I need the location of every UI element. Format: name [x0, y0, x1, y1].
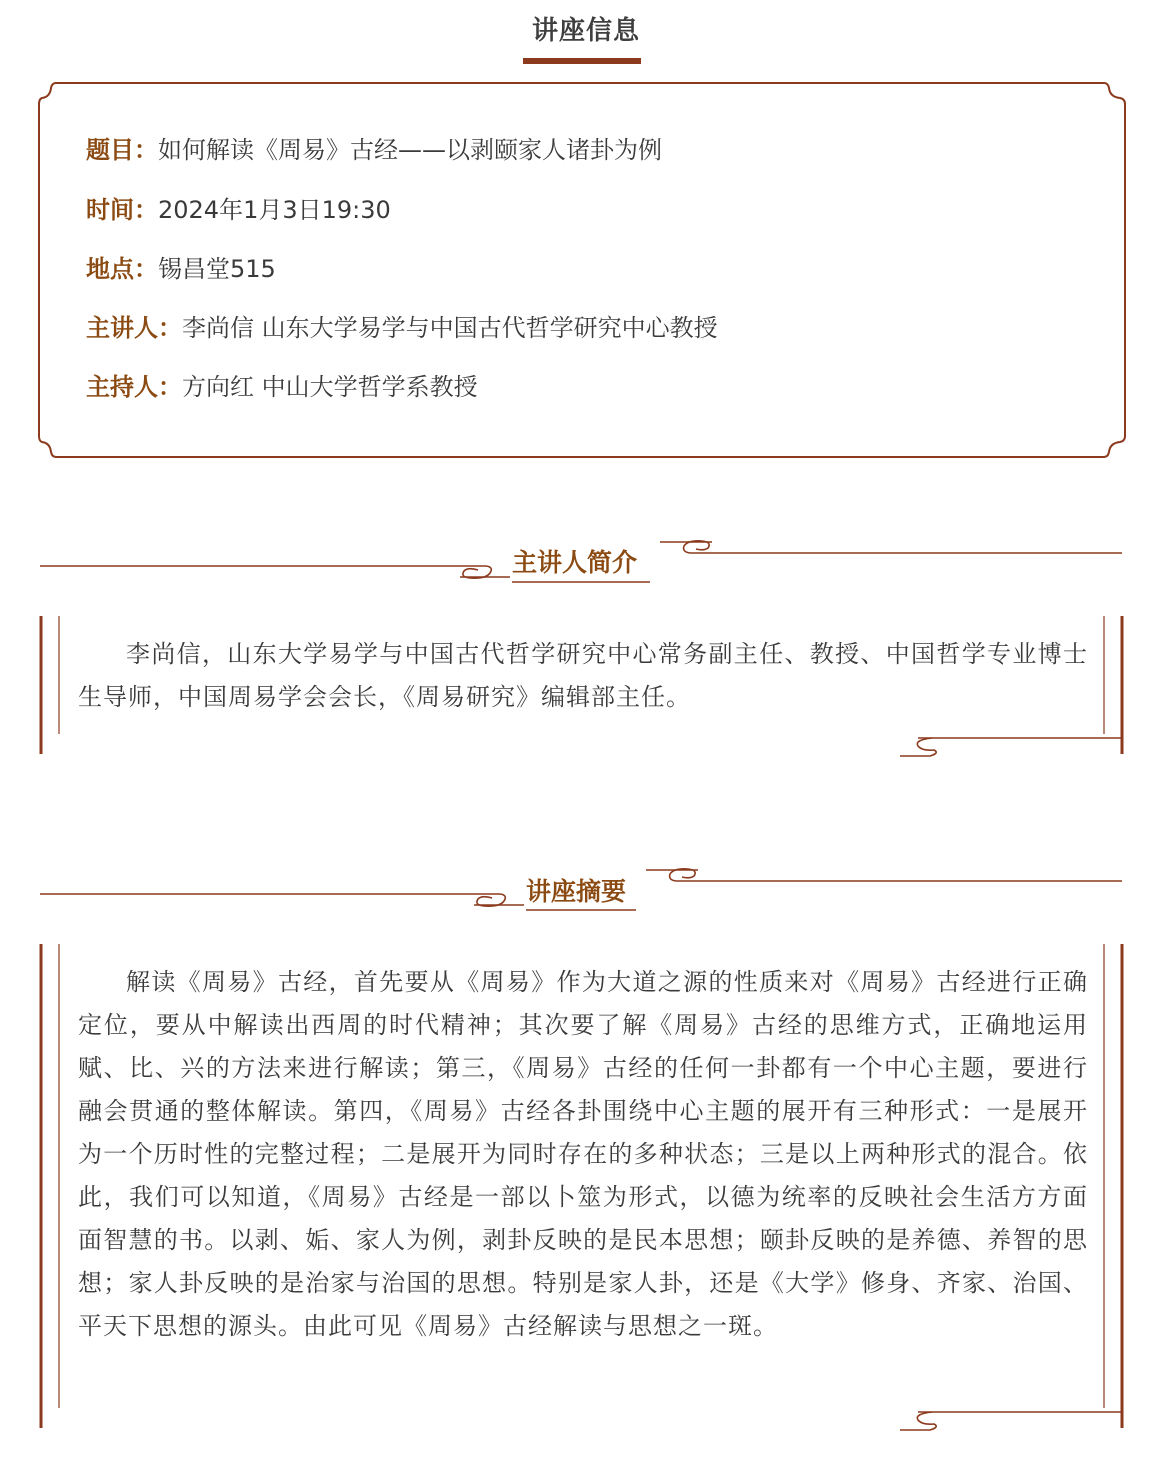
- info-row-speaker: [86, 312, 718, 344]
- info-row-location: [86, 253, 276, 285]
- info-label: 主持人：: [86, 373, 182, 401]
- info-row-time: [86, 194, 391, 226]
- info-value: 李尚信 山东大学易学与中国古代哲学研究中心教授: [182, 314, 718, 342]
- info-row-host: [86, 371, 478, 403]
- info-row-topic: [86, 134, 662, 166]
- abstract-text: 解读《周易》古经，首先要从《周易》作为大道之源的性质来对《周易》古经进行正确定位，要从中解读出西周的时代精神；其次要了解《周易》古经的思维方式，正确地运用赋、比、兴的方法来进行解读；第三，《周易》古经的任何一卦都有一个中心主题，要进行融会贯通的整体解读。第四，《周易》古经各卦围绕中心主题的展开有三种形式：一是展开为一个历时性的完整过程；二是展开为同时存在的多种状态；三是以上两种形式的混合。依此，我们可以知道，《周易》古经是一部以卜筮为形式，以德为统率的反映社会生活方方面面智慧的书。以剥、姤、家人为例，剥卦反映的是民本思想；颐卦反映的是养德、养智的思想；家人卦反映的是治家与治国的思想。特别是家人卦，还是《大学》修身、齐家、治国、平天下思想的源头。由此可见《周易》古经解读与思想之一斑。: [78, 968, 1088, 1340]
- info-label: 时间：: [86, 196, 158, 224]
- info-value: 2024年1月3日19:30: [158, 196, 391, 224]
- info-label: 题目：: [86, 136, 158, 164]
- info-value: 锡昌堂515: [158, 255, 276, 283]
- section-title-lecture-info: 讲座信息: [531, 16, 640, 46]
- info-value: 如何解读《周易》古经——以剥颐家人诸卦为例: [158, 136, 662, 164]
- section-title-abstract: 讲座摘要: [526, 877, 627, 906]
- title-underline-bar: [523, 58, 641, 64]
- section-title-speaker: 主讲人简介: [512, 548, 638, 577]
- info-value: 方向红 中山大学哲学系教授: [182, 373, 478, 401]
- speaker-bio-text: 李尚信，山东大学易学与中国古代哲学研究中心常务副主任、教授、中国哲学专业博士生导师，中国周易学会会长，《周易研究》编辑部主任。: [78, 640, 1088, 711]
- info-label: 主讲人：: [86, 314, 182, 342]
- info-label: 地点：: [86, 255, 158, 283]
